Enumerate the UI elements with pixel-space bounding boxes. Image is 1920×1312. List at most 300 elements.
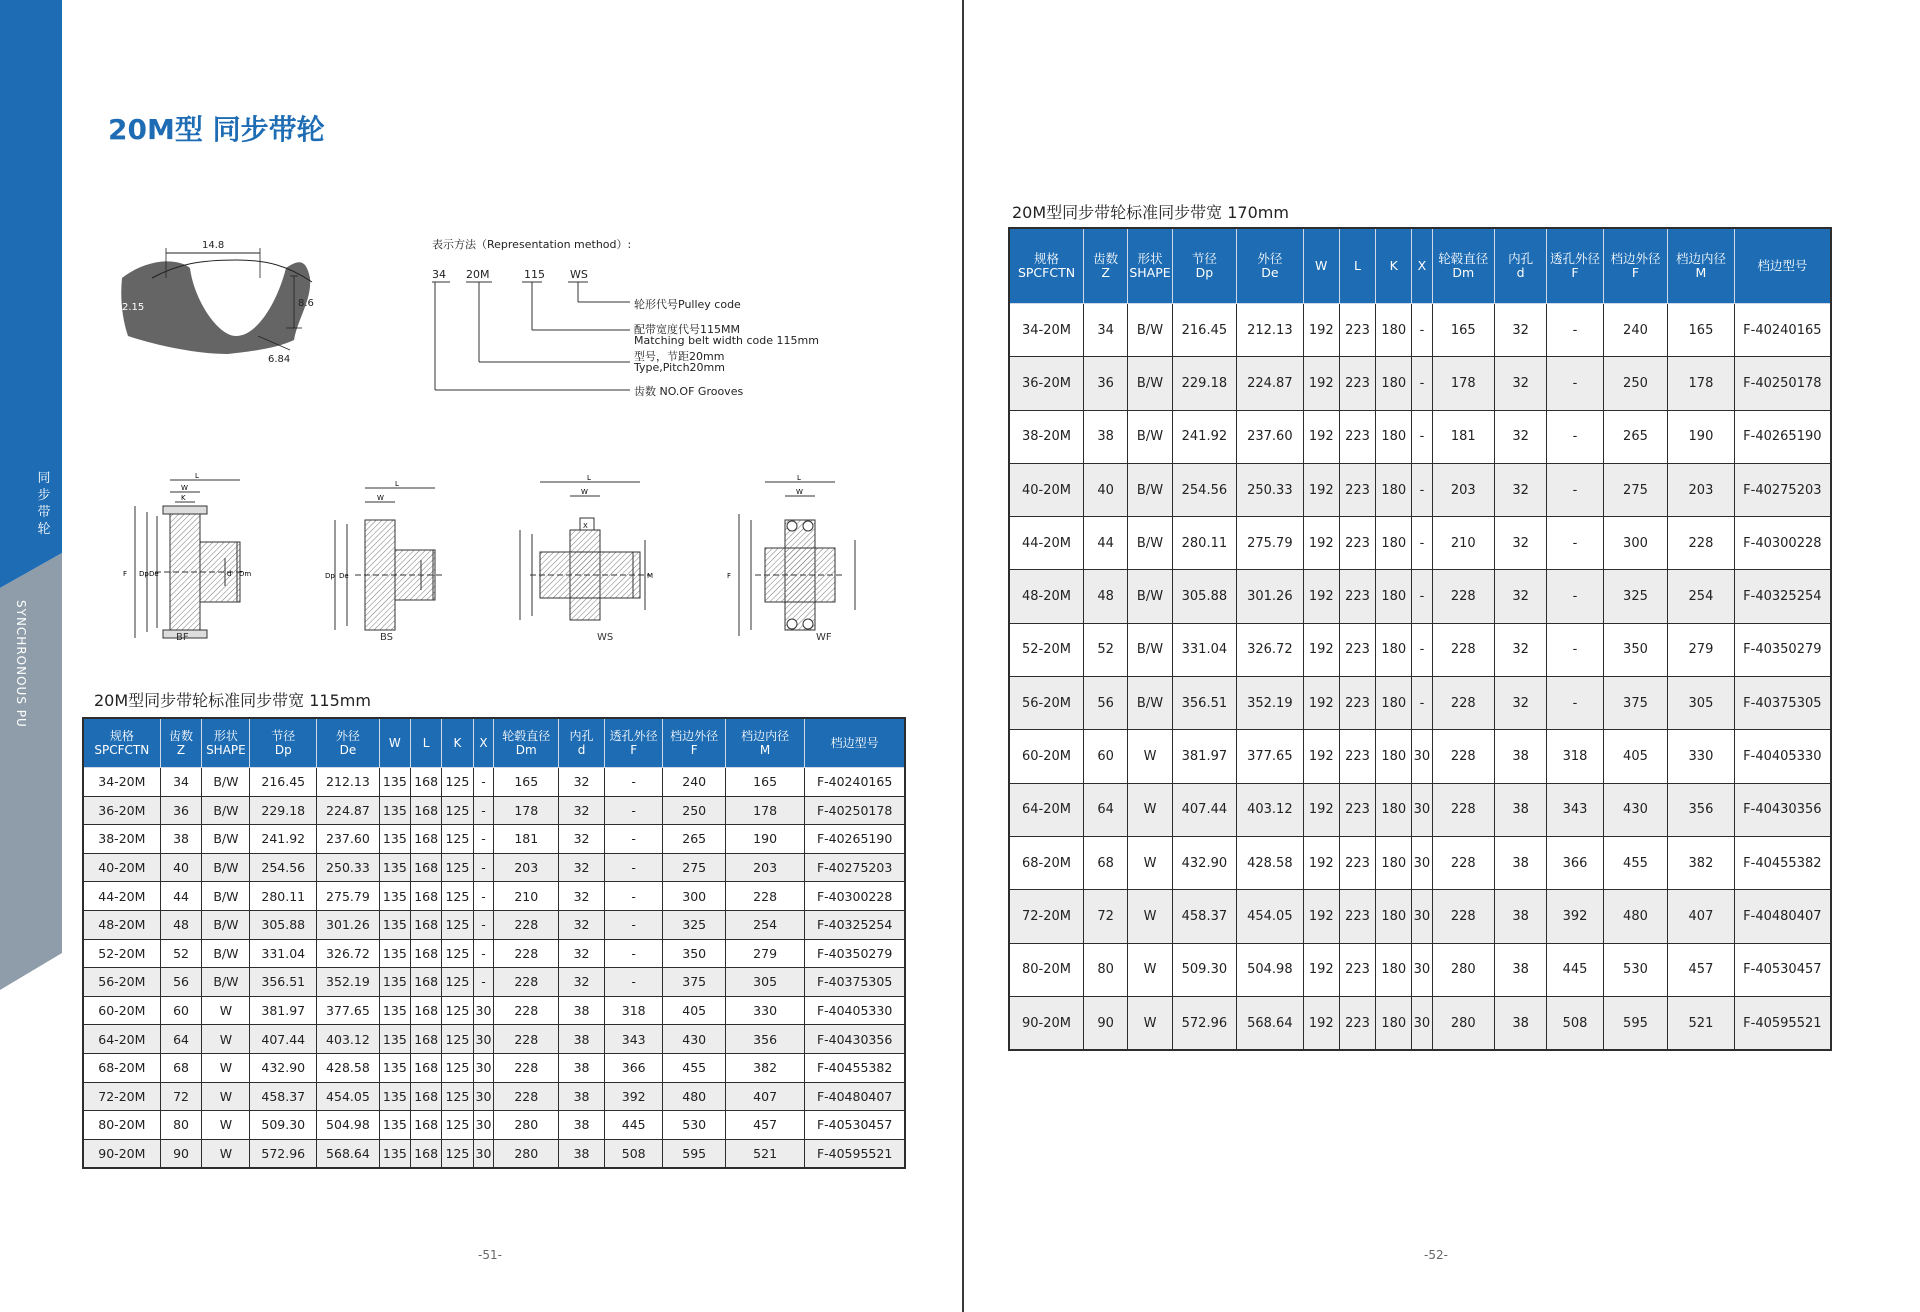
table-cell: 32 (1494, 410, 1546, 463)
table-cell: 38 (559, 1139, 605, 1168)
table-cell: 216.45 (1172, 304, 1236, 357)
table-cell: 572.96 (250, 1139, 317, 1168)
table-cell: 90-20M (83, 1139, 160, 1168)
svg-text:L: L (195, 472, 199, 480)
column-header (1237, 228, 1303, 304)
table-row (1009, 730, 1831, 783)
table-cell: 223 (1339, 730, 1375, 783)
table-cell: W (1128, 943, 1172, 996)
representation-leader-lines (430, 280, 630, 395)
table-cell: 32 (1494, 517, 1546, 570)
table-cell: 279 (1668, 623, 1734, 676)
shape-wf-drawing (727, 474, 855, 636)
table-cell: 521 (1668, 996, 1734, 1050)
table-cell: 228 (1432, 783, 1494, 836)
tooth-angle-label: 14° (206, 282, 224, 293)
table-cell: 457 (725, 1111, 804, 1140)
table-row (83, 910, 905, 939)
table-cell: 48 (1084, 570, 1128, 623)
table-row (1009, 836, 1831, 889)
table-cell: F-40480407 (1734, 890, 1831, 943)
table-cell: 180 (1376, 996, 1412, 1050)
table-cell: 36 (1084, 357, 1128, 410)
column-header (494, 718, 559, 768)
table-cell: F-40530457 (805, 1111, 905, 1140)
table-cell: 38 (1494, 836, 1546, 889)
svg-text:W: W (181, 484, 188, 492)
table-cell: 180 (1376, 357, 1412, 410)
table-cell: 223 (1339, 943, 1375, 996)
table-cell: 228 (494, 996, 559, 1025)
table-cell: 530 (663, 1111, 726, 1140)
column-header-cn: 档边内径 (1675, 251, 1726, 266)
table-cell: 125 (442, 853, 473, 882)
table-cell: - (1412, 304, 1432, 357)
table-cell: 135 (379, 996, 410, 1025)
table-cell: B/W (202, 882, 250, 911)
table-cell: - (1412, 517, 1432, 570)
table-cell: 504.98 (1237, 943, 1303, 996)
column-header (202, 718, 250, 768)
table-cell: 356 (1668, 783, 1734, 836)
table-cell: 32 (559, 939, 605, 968)
table-cell: 279 (725, 939, 804, 968)
table-cell: 432.90 (250, 1053, 317, 1082)
table-cell: 165 (494, 768, 559, 797)
table-cell: 454.05 (1237, 890, 1303, 943)
table-cell: 72 (160, 1082, 202, 1111)
table-cell: - (1547, 357, 1603, 410)
table-cell: 331.04 (1172, 623, 1236, 676)
table-row (1009, 410, 1831, 463)
table-cell: 56-20M (1009, 677, 1084, 730)
table-cell: 180 (1376, 730, 1412, 783)
shape-label-ws: WS (597, 632, 614, 643)
table-cell: 318 (1547, 730, 1603, 783)
table-cell: 48-20M (83, 910, 160, 939)
table-cell: 190 (1668, 410, 1734, 463)
table-row (83, 796, 905, 825)
column-header-en: Dp (274, 743, 292, 757)
column-header-en: F (690, 743, 698, 757)
column-header-en: d (577, 743, 586, 757)
table-cell: 305 (725, 968, 804, 997)
table-cell: 56 (160, 968, 202, 997)
code-width: 115 (524, 268, 545, 281)
column-header-cn: K (1389, 258, 1398, 273)
table-cell: 168 (411, 996, 442, 1025)
table-cell: F-40480407 (805, 1082, 905, 1111)
column-header-cn: 形状 (213, 729, 238, 743)
table-cell: 30 (473, 1053, 494, 1082)
svg-text:X: X (583, 522, 588, 530)
table-cell: - (473, 968, 494, 997)
svg-text:Dp: Dp (139, 570, 149, 578)
table-header-row (1009, 228, 1831, 304)
table-cell: 168 (411, 882, 442, 911)
table-cell: 375 (1603, 677, 1667, 730)
column-header-cn: 轮毂直径 (1438, 251, 1489, 266)
table-cell: - (1547, 410, 1603, 463)
table-cell: F-40240165 (1734, 304, 1831, 357)
table-cell: - (473, 910, 494, 939)
table-cell: 203 (1432, 463, 1494, 516)
table-cell: 223 (1339, 890, 1375, 943)
table-cell: 38 (559, 996, 605, 1025)
label-pulley-code: 轮形代号Pulley code (634, 298, 741, 311)
table-cell: 430 (663, 1025, 726, 1054)
table-cell: 508 (604, 1139, 662, 1168)
table-cell: 90-20M (1009, 996, 1084, 1050)
table-cell: 228 (725, 882, 804, 911)
table-cell: F-40530457 (1734, 943, 1831, 996)
table-cell: B/W (202, 825, 250, 854)
column-header (1734, 228, 1831, 304)
column-header-cn: L (1354, 258, 1361, 273)
table-cell: 52-20M (83, 939, 160, 968)
table-cell: 280.11 (250, 882, 317, 911)
column-header (1376, 228, 1412, 304)
table-cell: 192 (1303, 730, 1339, 783)
column-header-en: Dp (1195, 265, 1214, 280)
label-type-cn: 型号，节距20mm (634, 350, 725, 363)
table-cell: 254 (1668, 570, 1734, 623)
table-cell: 572.96 (1172, 996, 1236, 1050)
column-header-cn: 外径 (335, 729, 360, 743)
table-cell: 343 (1547, 783, 1603, 836)
table-cell: 228 (1668, 517, 1734, 570)
table-cell: 192 (1303, 304, 1339, 357)
column-header-en: M (1695, 265, 1707, 280)
column-header (1668, 228, 1734, 304)
table-cell: B/W (202, 853, 250, 882)
table-cell: W (1128, 836, 1172, 889)
table-cell: 34 (1084, 304, 1128, 357)
table-cell: 192 (1303, 570, 1339, 623)
table-cell: 381.97 (1172, 730, 1236, 783)
table-cell: 48 (160, 910, 202, 939)
column-header-en: d (1516, 265, 1525, 280)
table-cell: 125 (442, 1082, 473, 1111)
table-cell: 40 (160, 853, 202, 882)
table-cell: 135 (379, 1082, 410, 1111)
column-header (1084, 228, 1128, 304)
table-cell: 407.44 (1172, 783, 1236, 836)
table-cell: 457 (1668, 943, 1734, 996)
table-cell: 203 (494, 853, 559, 882)
table-cell: 168 (411, 1025, 442, 1054)
table-cell: 72-20M (83, 1082, 160, 1111)
table-cell: 125 (442, 939, 473, 968)
shape-bs-drawing (325, 480, 445, 630)
table-cell: 38 (1084, 410, 1128, 463)
table-cell: 56 (1084, 677, 1128, 730)
table-cell: 36-20M (1009, 357, 1084, 410)
table-cell: 48-20M (1009, 570, 1084, 623)
table-cell: 32 (1494, 623, 1546, 676)
table-cell: 40-20M (83, 853, 160, 882)
shape-label-bs: BS (380, 632, 394, 643)
table-cell: W (202, 1082, 250, 1111)
table-cell: 228 (1432, 677, 1494, 730)
table-cell: 228 (1432, 890, 1494, 943)
table-cell: 325 (1603, 570, 1667, 623)
table-cell: 181 (1432, 410, 1494, 463)
table-cell: 38 (559, 1053, 605, 1082)
table-cell: 455 (663, 1053, 726, 1082)
table-cell: 168 (411, 1082, 442, 1111)
table-cell: F-40350279 (805, 939, 905, 968)
label-belt-width-en: Matching belt width code 115mm (634, 334, 819, 347)
table-cell: 36-20M (83, 796, 160, 825)
svg-text:De: De (339, 572, 349, 580)
table-cell: 275 (1603, 463, 1667, 516)
table-cell: W (1128, 996, 1172, 1050)
column-header-cn: L (422, 736, 430, 750)
table-cell: 228 (494, 1025, 559, 1054)
table-cell: 305.88 (250, 910, 317, 939)
table-cell: 192 (1303, 410, 1339, 463)
table-cell: 168 (411, 1111, 442, 1140)
svg-text:W: W (796, 488, 803, 496)
table-cell: 509.30 (250, 1111, 317, 1140)
svg-text:M: M (647, 572, 654, 580)
table-cell: 30 (1412, 943, 1432, 996)
table-cell: 168 (411, 853, 442, 882)
column-header (1128, 228, 1172, 304)
table-row (83, 1139, 905, 1168)
table-cell: 56-20M (83, 968, 160, 997)
table-cell: 407.44 (250, 1025, 317, 1054)
page-number-left: -51- (478, 1248, 502, 1262)
table-cell: 356 (725, 1025, 804, 1054)
table-cell: 125 (442, 825, 473, 854)
table-cell: 36 (160, 796, 202, 825)
table-cell: 480 (663, 1082, 726, 1111)
table-row (83, 853, 905, 882)
table-cell: F-40250178 (805, 796, 905, 825)
table-cell: F-40455382 (805, 1053, 905, 1082)
table-cell: 38 (1494, 890, 1546, 943)
column-header-cn: 节径 (271, 729, 296, 743)
table-cell: 325 (663, 910, 726, 939)
table-cell: 265 (663, 825, 726, 854)
column-header (1412, 228, 1432, 304)
table-row (1009, 357, 1831, 410)
tooth-depth-label: 6.84 (268, 354, 291, 365)
column-header-cn: W (388, 736, 401, 750)
table-cell: 40-20M (1009, 463, 1084, 516)
table-cell: - (1412, 570, 1432, 623)
table-cell: 454.05 (317, 1082, 380, 1111)
table-cell: F-40430356 (1734, 783, 1831, 836)
table-cell: 180 (1376, 410, 1412, 463)
table-cell: B/W (1128, 304, 1172, 357)
column-header-en: SPCFCTN (1017, 265, 1076, 280)
table-cell: 407 (725, 1082, 804, 1111)
table-cell: 60 (1084, 730, 1128, 783)
table-cell: - (473, 882, 494, 911)
table-cell: 305 (1668, 677, 1734, 730)
table-cell: 241.92 (250, 825, 317, 854)
table-cell: 595 (1603, 996, 1667, 1050)
table-cell: 237.60 (1237, 410, 1303, 463)
table-cell: 125 (442, 1111, 473, 1140)
table-170-title: 20M型同步带轮标准同步带宽 170mm (1012, 203, 1289, 222)
column-header (559, 718, 605, 768)
table-cell: B/W (1128, 357, 1172, 410)
table-cell: 32 (1494, 304, 1546, 357)
column-header (1494, 228, 1546, 304)
table-cell: 52 (160, 939, 202, 968)
table-cell: - (1412, 623, 1432, 676)
column-header-cn: 节径 (1191, 251, 1217, 266)
code-teeth: 34 (432, 268, 446, 281)
side-tab-cn-label: 同步带轮 (37, 471, 51, 537)
column-header (1547, 228, 1603, 304)
table-cell: 352.19 (317, 968, 380, 997)
table-cell: 135 (379, 853, 410, 882)
table-row (1009, 304, 1831, 357)
column-header-cn: 齿数 (169, 729, 194, 743)
table-cell: 228 (494, 1053, 559, 1082)
table-cell: 480 (1603, 890, 1667, 943)
column-header-en: Dm (515, 743, 537, 757)
table-cell: 330 (725, 996, 804, 1025)
column-header-cn: 透孔外径 (1550, 251, 1601, 266)
column-header-cn: X (479, 736, 488, 750)
table-cell: 168 (411, 968, 442, 997)
table-cell: B/W (1128, 570, 1172, 623)
column-header (442, 718, 473, 768)
tooth-radius-label: 2.15 (122, 302, 145, 313)
label-type-en: Type,Pitch20mm (634, 361, 725, 374)
table-cell: 428.58 (317, 1053, 380, 1082)
svg-text:d: d (227, 570, 232, 578)
table-cell: 318 (604, 996, 662, 1025)
table-cell: 223 (1339, 677, 1375, 730)
column-header-cn: 齿数 (1093, 251, 1119, 266)
column-header-en: SHAPE (1129, 265, 1171, 280)
table-cell: 403.12 (1237, 783, 1303, 836)
table-cell: F-40250178 (1734, 357, 1831, 410)
column-header-cn: 外径 (1257, 251, 1283, 266)
table-cell: 68 (1084, 836, 1128, 889)
table-cell: 135 (379, 768, 410, 797)
table-cell: 80 (1084, 943, 1128, 996)
table-cell: 223 (1339, 570, 1375, 623)
table-cell: 165 (725, 768, 804, 797)
column-header (663, 718, 726, 768)
table-cell: 30 (1412, 996, 1432, 1050)
column-header-cn: 规格 (1034, 251, 1060, 266)
table-cell: 165 (1432, 304, 1494, 357)
table-cell: 228 (494, 1082, 559, 1111)
table-cell: 229.18 (1172, 357, 1236, 410)
table-row (83, 996, 905, 1025)
table-cell: 30 (473, 1111, 494, 1140)
table-cell: 135 (379, 1053, 410, 1082)
table-cell: 125 (442, 968, 473, 997)
table-cell: 38-20M (1009, 410, 1084, 463)
table-cell: 382 (1668, 836, 1734, 889)
table-cell: 223 (1339, 623, 1375, 676)
table-cell: 223 (1339, 357, 1375, 410)
table-115-title: 20M型同步带轮标准同步带宽 115mm (94, 691, 371, 710)
column-header-cn: 轮毂直径 (502, 729, 551, 743)
table-cell: 135 (379, 1111, 410, 1140)
table-cell: 38 (1494, 730, 1546, 783)
table-cell: 30 (1412, 836, 1432, 889)
table-cell: 228 (1432, 730, 1494, 783)
table-cell: 192 (1303, 517, 1339, 570)
table-cell: 223 (1339, 783, 1375, 836)
svg-text:K: K (181, 494, 186, 502)
table-cell: - (1547, 623, 1603, 676)
column-header-cn: K (453, 736, 462, 750)
code-shape: WS (570, 268, 588, 281)
table-cell: - (604, 910, 662, 939)
table-cell: 356.51 (1172, 677, 1236, 730)
table-cell: 34-20M (1009, 304, 1084, 357)
table-cell: 212.13 (317, 768, 380, 797)
column-header (411, 718, 442, 768)
table-cell: 509.30 (1172, 943, 1236, 996)
table-cell: 192 (1303, 677, 1339, 730)
page-spine (962, 0, 964, 1312)
table-row (1009, 463, 1831, 516)
table-cell: 568.64 (317, 1139, 380, 1168)
column-header (1009, 228, 1084, 304)
table-cell: F-40405330 (1734, 730, 1831, 783)
table-cell: 60-20M (83, 996, 160, 1025)
svg-text:De: De (149, 570, 159, 578)
column-header-en: M (759, 743, 771, 757)
column-header (805, 718, 905, 768)
table-cell: 212.13 (1237, 304, 1303, 357)
column-header-cn: 形状 (1137, 251, 1163, 266)
table-cell: 366 (1547, 836, 1603, 889)
spec-table-115 (82, 717, 906, 1169)
table-cell: 30 (1412, 890, 1432, 943)
table-cell: 530 (1603, 943, 1667, 996)
table-cell: - (1547, 304, 1603, 357)
table-cell: 180 (1376, 943, 1412, 996)
column-header (473, 718, 494, 768)
table-cell: 223 (1339, 517, 1375, 570)
table-cell: 352.19 (1237, 677, 1303, 730)
table-cell: 44-20M (83, 882, 160, 911)
table-cell: 430 (1603, 783, 1667, 836)
column-header (250, 718, 317, 768)
table-cell: 38 (559, 1082, 605, 1111)
table-cell: 331.04 (250, 939, 317, 968)
table-row (83, 768, 905, 797)
table-cell: 228 (1432, 836, 1494, 889)
table-cell: 504.98 (317, 1111, 380, 1140)
table-row (1009, 890, 1831, 943)
table-cell: 125 (442, 996, 473, 1025)
table-cell: - (473, 939, 494, 968)
table-cell: F-40300228 (805, 882, 905, 911)
column-header-en: SPCFCTN (94, 743, 150, 757)
table-cell: 30 (473, 996, 494, 1025)
table-cell: 250.33 (1237, 463, 1303, 516)
table-cell: 403.12 (317, 1025, 380, 1054)
table-cell: 135 (379, 825, 410, 854)
column-header-cn: 档边型号 (1757, 258, 1808, 273)
table-cell: 240 (663, 768, 726, 797)
